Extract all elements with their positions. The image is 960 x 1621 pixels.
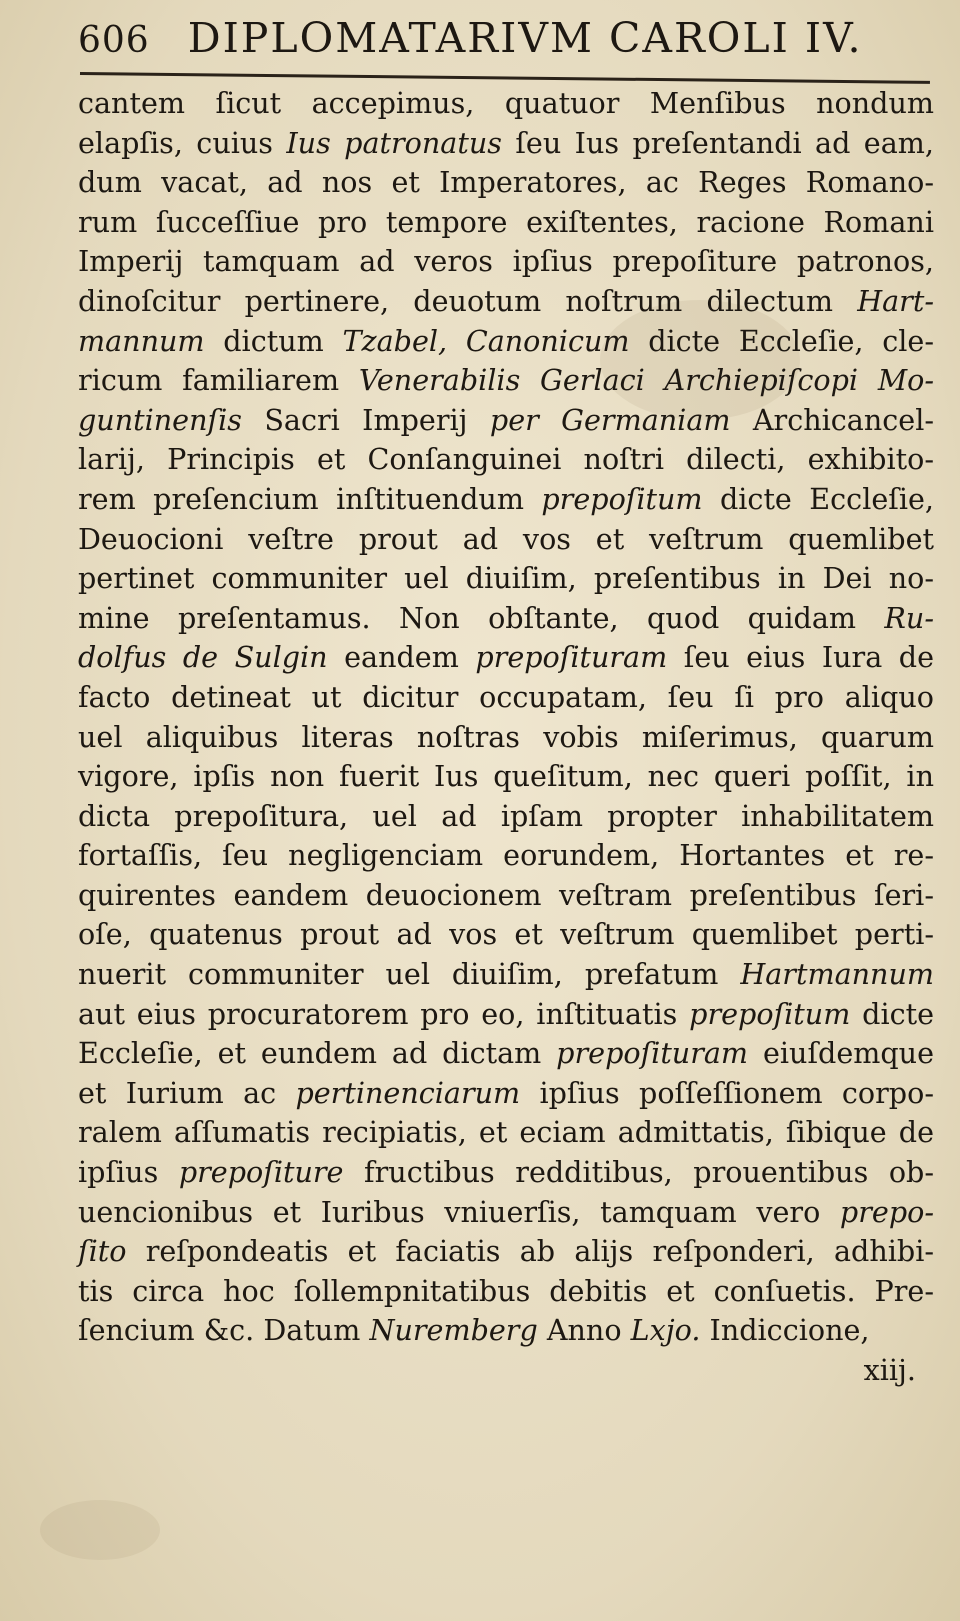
text-segment: facto detineat ut dicitur occupatam, ſeu ſi pro aliquo xyxy=(78,679,934,714)
text-segment: fortaſſis, ſeu negligenciam eorundem, Hortantes et re- xyxy=(78,838,934,873)
text-line xyxy=(78,520,934,560)
text-segment: eandem xyxy=(327,640,476,675)
text-line xyxy=(78,559,934,599)
text-line xyxy=(78,1232,934,1272)
italic-text: ſito xyxy=(78,1234,127,1269)
italic-text: Lxjo. xyxy=(630,1313,701,1348)
paper-stain xyxy=(40,1500,160,1560)
text-line xyxy=(78,480,934,520)
running-title: DIPLOMATARIVM CAROLI IV. xyxy=(187,14,863,62)
text-segment: elapſis, cuius xyxy=(78,125,287,160)
text-line xyxy=(78,84,934,124)
text-segment: Archicancel- xyxy=(730,402,935,437)
text-segment: ricum familiarem xyxy=(78,363,359,398)
italic-text: Venerabilis Gerlaci Archiepiſcopi Mo- xyxy=(358,363,934,398)
italic-text: prepoſiture xyxy=(178,1155,344,1190)
text-line xyxy=(78,1074,934,1114)
text-segment: tis circa hoc ſollempnitatibus debitis et conſuetis. Pre- xyxy=(78,1273,934,1308)
italic-text: Tzabel, Canonicum xyxy=(342,323,630,358)
italic-text: dolfus de Sulgin xyxy=(78,640,328,675)
body-text xyxy=(78,84,934,1391)
text-line xyxy=(78,638,934,678)
text-segment: xiij. xyxy=(863,1353,916,1387)
text-line xyxy=(78,995,934,1035)
text-segment: mine preſentamus. Non obſtante, quod quidam xyxy=(78,600,885,635)
text-segment: dinoſcitur pertinere, deuotum noſtrum dilectum xyxy=(78,283,858,318)
text-line xyxy=(78,1034,934,1074)
text-segment: ſeu Ius preſentandi ad eam, xyxy=(501,125,934,160)
text-line xyxy=(78,361,934,401)
text-line xyxy=(78,678,934,718)
text-line xyxy=(78,124,934,164)
text-line xyxy=(78,757,934,797)
text-line xyxy=(78,322,934,362)
text-segment: reſpondeatis et faciatis ab alijs reſponderi, adhibi- xyxy=(126,1234,934,1269)
text-segment: dicte xyxy=(850,996,935,1031)
page-number: 606 xyxy=(78,20,150,61)
italic-text: prepoſituram xyxy=(556,1036,749,1071)
italic-text: pertinenciarum xyxy=(295,1075,521,1110)
italic-text: Hart- xyxy=(857,283,934,318)
italic-text: prepoſitum xyxy=(541,481,703,516)
text-line xyxy=(78,836,934,876)
text-segment: dum vacat, ad nos et Imperatores, ac Reges Romano- xyxy=(78,165,934,200)
text-segment: rem preſencium inſtituendum xyxy=(78,481,542,516)
italic-text: guntinenſis xyxy=(78,402,242,437)
text-line xyxy=(78,915,934,955)
text-segment: rum ſucceſſiue pro tempore exiſtentes, racione Romani xyxy=(78,204,934,239)
text-segment: Anno xyxy=(537,1313,631,1348)
text-line xyxy=(78,718,934,758)
text-segment: uencionibus et Iuribus vniuerſis, tamquam vero xyxy=(78,1194,840,1229)
text-segment: oſe, quatenus prout ad vos et veſtrum quemlibet perti- xyxy=(78,917,934,952)
text-segment: aut eius procuratorem pro eo, inſtituatis xyxy=(78,996,690,1031)
text-segment: fructibus redditibus, prouentibus ob- xyxy=(343,1155,934,1190)
text-segment: et Iurium ac xyxy=(78,1075,296,1110)
text-segment: ralem aſſumatis recipiatis, et eciam admittatis, ſibique de xyxy=(78,1115,934,1150)
text-line xyxy=(78,1113,934,1153)
text-segment: cantem ſicut accepimus, quatuor Menſibus nondum xyxy=(78,86,934,120)
text-line xyxy=(78,1153,934,1193)
text-line xyxy=(78,401,934,441)
italic-text: Nuremberg xyxy=(369,1313,538,1348)
text-segment: vigore, ipſis non fuerit Ius queſitum, nec queri poſſit, in xyxy=(78,759,934,794)
italic-text: prepoſituram xyxy=(475,640,668,675)
page-header xyxy=(78,14,928,76)
text-segment: dicte Eccleſie, cle- xyxy=(629,323,934,358)
text-line xyxy=(78,876,934,916)
italic-text: prepo- xyxy=(839,1194,934,1229)
text-line xyxy=(78,282,934,322)
italic-text: Ius patronatus xyxy=(286,125,502,160)
text-line xyxy=(78,1272,934,1312)
text-segment: Imperij tamquam ad veros ipſius prepoſiture patronos, xyxy=(78,244,934,279)
text-segment: dicte Eccleſie, xyxy=(702,481,934,516)
text-segment: ipſius poſſeſſionem corpo- xyxy=(520,1075,934,1110)
italic-text: Hartmannum xyxy=(740,957,934,992)
text-line xyxy=(78,440,934,480)
text-line xyxy=(78,242,934,282)
text-segment: Eccleſie, et eundem ad dictam xyxy=(78,1036,557,1071)
text-segment: ſencium &c. Datum xyxy=(78,1313,370,1348)
text-segment: Indiccione, xyxy=(700,1313,870,1348)
text-segment: Deuocioni veſtre prout ad vos et veſtrum quemlibet xyxy=(78,521,934,556)
text-line xyxy=(78,1193,934,1233)
text-segment: pertinet communiter uel diuiſim, preſentibus in Dei no- xyxy=(78,561,934,596)
text-line xyxy=(78,797,934,837)
text-line xyxy=(78,203,934,243)
text-segment: quirentes eandem deuocionem veſtram preſentibus ſeri- xyxy=(78,877,934,912)
text-segment: larij, Principis et Conſanguinei noſtri dilecti, exhibito- xyxy=(78,442,934,477)
text-line xyxy=(78,1311,934,1351)
text-segment: uel aliquibus literas noſtras vobis miſerimus, quarum xyxy=(78,719,934,754)
text-segment: dicta prepoſitura, uel ad ipſam propter inhabilitatem xyxy=(78,798,934,833)
italic-text: Ru- xyxy=(884,600,934,635)
text-line xyxy=(78,955,934,995)
text-segment: ipſius xyxy=(78,1155,179,1190)
text-segment: eiuſdemque xyxy=(748,1036,935,1071)
text-line xyxy=(78,599,934,639)
italic-text: mannum xyxy=(78,323,205,358)
text-segment: nuerit communiter uel diuiſim, prefatum xyxy=(78,957,741,992)
text-line xyxy=(78,1351,934,1391)
text-segment: Sacri Imperij xyxy=(241,402,490,437)
text-segment: dictum xyxy=(204,323,343,358)
italic-text: per Germaniam xyxy=(489,402,731,437)
italic-text: prepoſitum xyxy=(689,996,851,1031)
text-segment: ſeu eius Iura de xyxy=(667,640,934,675)
text-line xyxy=(78,163,934,203)
